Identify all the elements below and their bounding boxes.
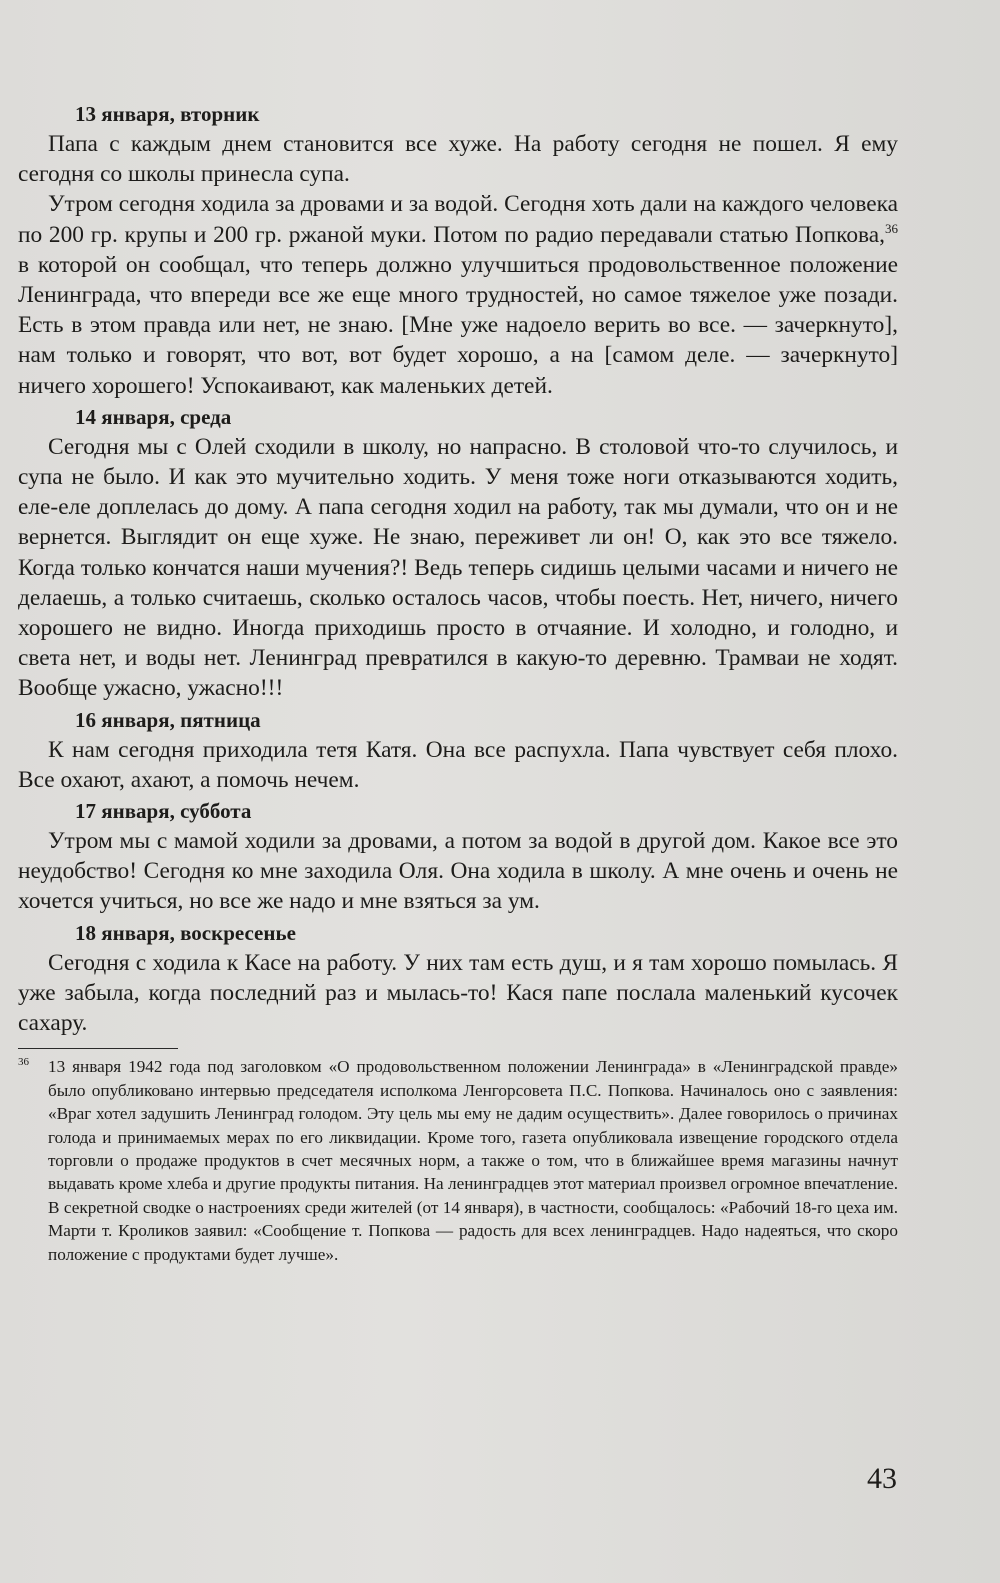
entry-paragraph: К нам сегодня приходила тетя Катя. Она все распухла. Папа чувствует себя плохо. Все охают, ахают, а помочь нечем. (18, 736, 898, 793)
entry-paragraph: Сегодня с ходила к Касе на работу. У них там есть душ, и я там хорошо помылась. Я уже забыла, когда последний раз и мылась-то! Кася папе послала маленький кусочек сахару. (18, 949, 898, 1037)
footnote-text: 13 января 1942 года под заголовком «О продовольственном положении Ленинграда» в «Ленинградской правде» было опубликовано интервью председателя исполкома Ленгорсовета П.С. Попкова. Начиналось оно с заявления: «Враг хотел задушить Ленинград голодом. Эту цель мы ему не дадим осуществить». Далее говорилось о причинах голода и принимаемых мерах по его ликвидации. Кроме того, газета опубликовала извещение городского отдела торговли о продаже продуктов в счет месячных норм, а также о том, что в ближайшее время магазины начнут выдавать кроме хлеба и другие продукты питания. На ленинградцев этот материал произвел огромное впечатление. В секретной сводке о настроениях среди жителей (от 14 января), в частности, сообщалось: «Рабочий 18-го цеха им. Марти т. Кроликов заявил: «Сообщение т. Попкова — радость для всех ленинградцев. Надо надеяться, что скоро положение с продуктами будет лучше». (48, 1057, 898, 1264)
entry-paragraph: Папа с каждым днем становится все хуже. На работу сегодня не пошел. Я ему сегодня со школы принесла супа. (18, 131, 898, 188)
entry-date-heading: 13 января, вторник (75, 102, 260, 126)
entry-paragraph-text: Утром сегодня ходила за дровами и за водой. Сегодня хоть дали на каждого человека по 200 гр. крупы и 200 гр. ржаной муки. Потом по радио передавали статью Попкова, (18, 191, 898, 248)
footnote (18, 1055, 898, 1266)
entry-paragraph-text: в которой он сообщал, что теперь должно улучшиться продовольственное положение Ленинграда, что впереди все же еще много трудностей, но самое тяжелое уже позади. Есть в этом правда или нет, не знаю. [Мне уже надоело верить во все. — зачеркнуто], нам только и говорят, что вот, вот будет хорошо, а на [самом деле. — зачеркнуто] ничего хорошего! Успокаивают, как маленьких детей. (18, 251, 898, 399)
page-number: 43 (867, 1462, 897, 1495)
footnote-number: 36 (18, 1056, 29, 1069)
entry-paragraph: Сегодня мы с Олей сходили в школу, но напрасно. В столовой что-то случилось, и супа не было. И как это мучительно ходить. У меня тоже ноги отказываются ходить, еле-еле доплелась до дому. А папа сегодня ходил на работу, так мы думали, что он и не вернется. Выглядит он еще хуже. Не знаю, переживет ли он! О, как это все тяжело. Когда только кончатся наши мучения?! Ведь теперь сидишь целыми часами и ничего не делаешь, а только считаешь, сколько осталось часов, чтобы поесть. Нет, ничего, ничего хорошего не видно. Иногда приходишь просто в отчаяние. И холодно, и голодно, и света нет, и воды нет. Ленинград превратился в какую-то деревню. Трамваи не ходят. Вообще ужасно, ужасно!!! (18, 433, 898, 702)
entry-paragraph: Утром мы с мамой ходили за дровами, а потом за водой в другой дом. Какое все это неудобство! Сегодня ко мне заходила Оля. Она ходила в школу. А мне очень и очень не хочется учиться, но все же надо и мне взяться за ум. (18, 828, 898, 915)
entry-date-heading: 16 января, пятница (75, 707, 261, 732)
entry-paragraph (18, 189, 898, 400)
footnote-reference: 36 (885, 220, 898, 236)
entry-date-heading: 17 января, суббота (75, 799, 252, 824)
entry-date-heading: 14 января, среда (75, 404, 232, 429)
page-body (18, 98, 898, 1266)
entry-date-heading: 18 января, воскресенье (75, 920, 296, 945)
footnote-divider (18, 1048, 178, 1049)
